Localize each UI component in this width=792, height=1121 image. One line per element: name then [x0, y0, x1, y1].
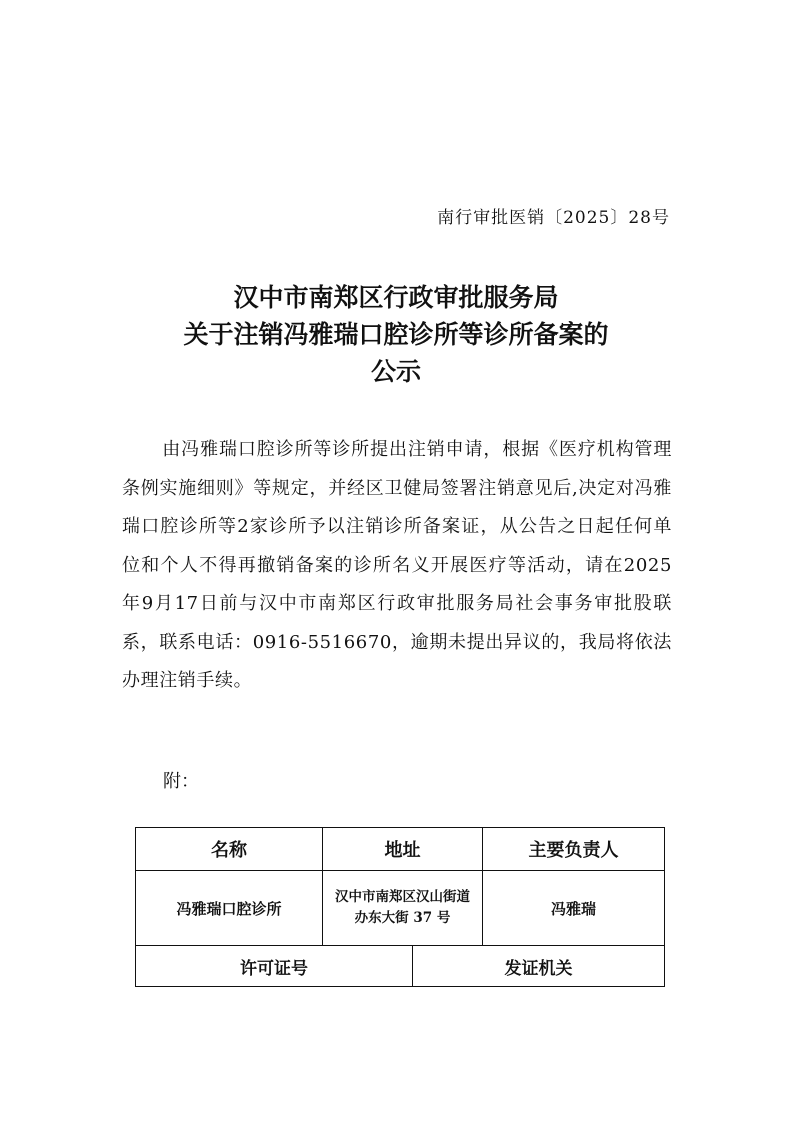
table-footer-row [136, 946, 665, 987]
body-paragraph [122, 431, 672, 701]
clinic-info-table [135, 827, 665, 987]
title-line-2: 关于注销冯雅瑞口腔诊所等诊所备案的 [183, 320, 609, 349]
title-line-1: 汉中市南郑区行政审批服务局 [233, 283, 559, 312]
footer-issuing-authority: 发证机关 [413, 946, 665, 987]
document-title [0, 279, 792, 390]
body-text: 由冯雅瑞口腔诊所等诊所提出注销申请，根据《医疗机构管理条例实施细则》等规定，并经区卫健局签署注销意见后,决定对冯雅瑞口腔诊所等2家诊所予以注销诊所备案证，从公告之日起任何单位和个人不得再撤销备案的诊所名义开展医疗等活动，请在2025年9月17日前与汉中市南郑区行政审批服务局社会事务审批股联系，联系电话：0916-5516670，逾期未提出异议的，我局将依法办理注销手续。 [122, 439, 672, 691]
document-number: 南行审批医销〔2025〕28号 [437, 208, 670, 228]
header-address: 地址 [323, 828, 483, 871]
attachment-label: 附： [163, 771, 199, 792]
header-person: 主要负责人 [483, 828, 665, 871]
footer-license-number: 许可证号 [136, 946, 413, 987]
table-row [136, 871, 665, 946]
table-header-row [136, 828, 665, 871]
title-line-3: 公示 [370, 357, 421, 386]
cell-address: 汉中市南郑区汉山街道办东大街 37 号 [323, 871, 483, 946]
cell-clinic-name: 冯雅瑞口腔诊所 [136, 871, 323, 946]
cell-person: 冯雅瑞 [483, 871, 665, 946]
header-name: 名称 [136, 828, 323, 871]
